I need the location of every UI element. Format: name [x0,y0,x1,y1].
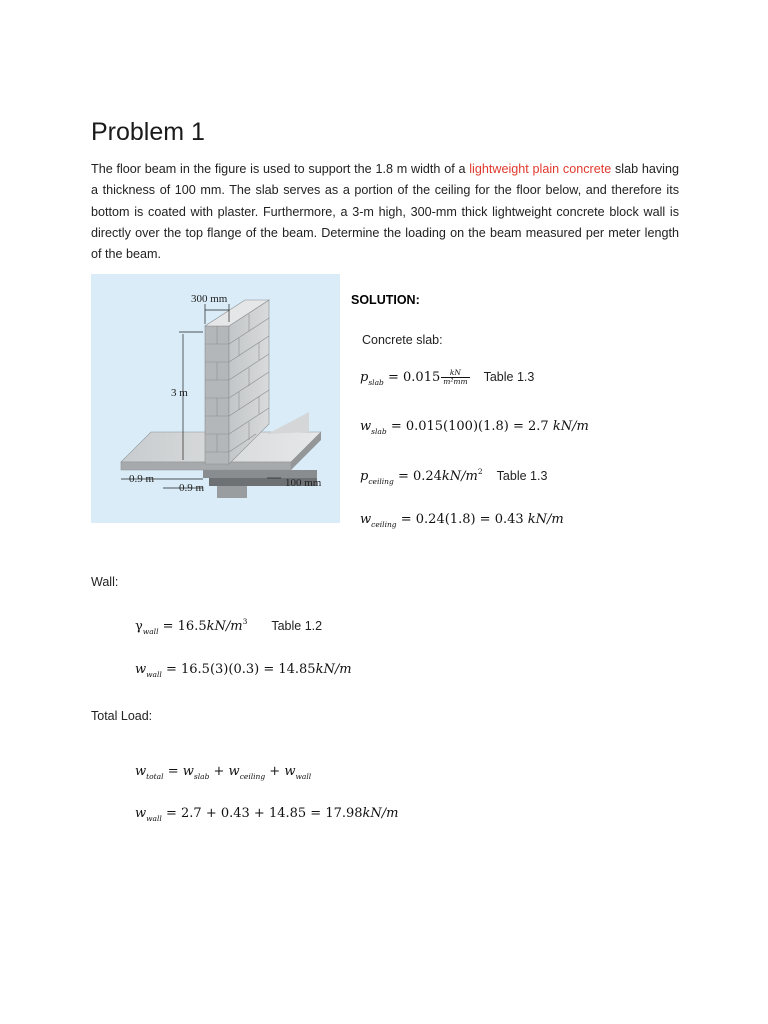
dim-left-width: 0.9 m [129,473,155,485]
dim-right-width: 0.9 m [179,482,205,494]
dim-wall-thickness: 300 mm [191,293,228,305]
eq-w-ceiling: $w_{ceiling} = 0.24(1.8) = 0.43$ kN/m [360,512,564,529]
table-ref: Table 1.3 [483,370,535,384]
problem-text-after: slab having a thickness of 100 mm. The slab serves as a portion of the ceiling for the floor below, and therefore its bottom is coated with plaster. Furthermore, a 3-m high, 300-mm thick lightweight concrete block wall is directly over the top flange of the beam. Determine the loading on the beam measured per meter length of the beam. [91,162,679,262]
problem-statement [91,159,679,265]
eq-w-wall: $w_{wall} = 16.5(3)(0.3) = 14.85kN/m$ [135,662,352,679]
beam-wall-illustration [91,274,340,523]
eq-p-slab: $p_{slab} = 0.015$ $\frac{kN}{\text{m²mm}}$ Table 1.3 [360,368,535,387]
concrete-slab-label: Concrete slab: [362,333,443,347]
eq-total-sum: $w_{total} = w_{slab} + w_{ceiling} + w_{wall}$ [135,764,312,781]
total-load-label: Total Load: [91,709,153,723]
eq-p-ceiling: $p_{ceiling} = 0.24kN/m^2$ Table 1.3 [360,467,548,486]
problem-text-before: The floor beam in the figure is used to support the 1.8 m width of a [91,162,470,176]
dim-slab-thickness: 100 mm [285,477,322,489]
table-ref: Table 1.2 [271,619,323,633]
solution-heading: SOLUTION: [351,293,420,307]
wall-label: Wall: [91,575,119,589]
eq-gamma-wall: $\gamma_{wall} = 16.5kN/m^3$ Table 1.2 [135,617,323,636]
table-ref: Table 1.3 [496,469,548,483]
page-title: Problem 1 [91,118,205,146]
highlighted-material: lightweight plain concrete [469,162,612,176]
eq-total-result: $w_{wall} = 2.7 + 0.43 + 14.85 = 17.98kN/m$ [135,806,399,823]
dim-wall-height: 3 m [171,387,188,399]
eq-w-slab: $w_{slab} = 0.015(100)(1.8) = 2.7$ kN/m [360,419,589,436]
beam-figure [91,274,340,523]
